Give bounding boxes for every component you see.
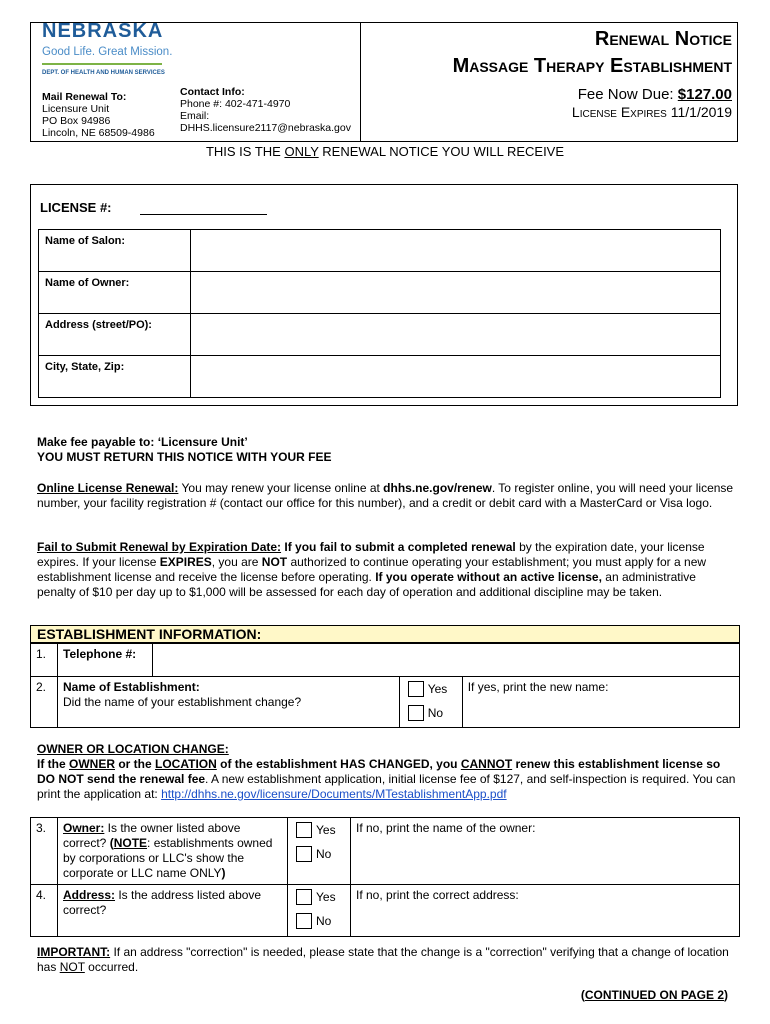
yes-no-options <box>288 885 351 937</box>
continued-text: CONTINUED ON PAGE 2 <box>584 988 724 1002</box>
owner-location-change-paragraph <box>37 742 737 802</box>
owner-correction-note: If no, print the name of the owner: <box>356 821 536 835</box>
new-name-note: If yes, print the new name: <box>467 680 609 694</box>
online-text: You may renew your license online at <box>178 481 384 495</box>
important-paragraph <box>37 945 737 975</box>
logo-dept: DEPT. OF HEALTH AND HUMAN SERVICES <box>42 70 165 76</box>
establishment-table <box>30 643 740 728</box>
row-number: 3. <box>31 818 58 885</box>
owner-note-open: ( <box>109 836 114 850</box>
no-label: No <box>427 705 444 720</box>
no-checkbox[interactable] <box>296 913 312 929</box>
online-heading: Online License Renewal: <box>37 481 179 495</box>
fail-to-submit-paragraph <box>37 540 737 600</box>
table-row <box>31 818 740 885</box>
continued-note <box>581 988 728 1002</box>
fee-amount: $127.00 <box>677 86 732 103</box>
fail-text: an administrative penalty of $10 per day up to $1,000 will be assessed for each day of operation and additional discipline may be taken. <box>37 570 696 599</box>
yes-checkbox[interactable] <box>408 681 424 697</box>
table-row <box>39 314 721 356</box>
contact-block <box>180 86 351 134</box>
owner-change-part: LOCATION <box>155 757 217 771</box>
payable-line: Make fee payable to: ‘Licensure Unit’ <box>37 435 248 449</box>
continued-open: ( <box>580 988 585 1002</box>
application-link[interactable]: http://dhhs.ne.gov/licensure/Documents/MTestablishmentApp.pdf <box>161 787 507 801</box>
fail-text: , you are <box>211 555 262 569</box>
owner-head: Owner: <box>63 821 105 835</box>
owner-text: Is the owner listed above correct? <box>63 821 241 850</box>
only-notice-post: RENEWAL NOTICE YOU WILL RECEIVE <box>318 144 565 159</box>
owner-change-part: CANNOT <box>460 757 513 771</box>
only-notice-pre: THIS IS THE <box>205 144 285 159</box>
table-row <box>39 356 721 398</box>
no-option[interactable] <box>296 842 350 866</box>
row-number: 4. <box>31 885 58 937</box>
owner-change-part: If the <box>37 757 69 771</box>
expires-date: 11/1/2019 <box>670 104 732 120</box>
address-text: Is the address listed above correct? <box>63 888 262 917</box>
yes-option[interactable] <box>408 677 462 701</box>
continued-close: ) <box>724 988 728 1002</box>
address-correction-field[interactable] <box>351 885 740 937</box>
logo-name: NEBRASKA <box>42 20 164 42</box>
no-checkbox[interactable] <box>296 846 312 862</box>
owner-change-heading: OWNER OR LOCATION CHANGE: <box>37 742 229 756</box>
table-row <box>39 272 721 314</box>
owner-note: NOTE <box>113 836 148 850</box>
logo-divider <box>42 63 162 65</box>
yes-no-options <box>399 677 462 728</box>
address-head: Address: <box>63 888 116 902</box>
yes-no-options <box>288 818 351 885</box>
mail-line: PO Box 94986 <box>42 115 111 127</box>
mail-line: Licensure Unit <box>42 103 110 115</box>
no-label: No <box>316 846 332 861</box>
important-text: occurred. <box>84 960 139 974</box>
field-label: Address (street/PO): <box>39 314 191 356</box>
yes-option[interactable] <box>296 885 350 909</box>
field-label: City, State, Zip: <box>39 356 191 398</box>
table-row <box>39 230 721 272</box>
contact-email: DHHS.licensure2117@nebraska.gov <box>180 122 351 134</box>
address-field[interactable] <box>191 314 721 356</box>
title-establishment: Massage Therapy Establishment <box>452 55 732 77</box>
owner-change-text <box>37 757 737 802</box>
important-text: If an address "correction" is needed, please state that the change is a "correction" verifying that a change of location has <box>37 945 729 974</box>
yes-option[interactable] <box>296 818 350 842</box>
name-change-question <box>58 677 400 728</box>
yes-label: Yes <box>316 822 336 837</box>
owner-change-part: renew this establishment license so DO NOT send the renewal fee <box>37 757 721 786</box>
new-name-field[interactable] <box>462 677 739 728</box>
telephone-label: Telephone #: <box>58 644 153 677</box>
online-text: . To register online, you will need your license number, your facility registration # (contact our office for this number), and a credit or debit card with a MasterCard or Visa logo. <box>37 481 734 510</box>
no-label: No <box>316 913 332 928</box>
row-number: 2. <box>31 677 58 728</box>
telephone-field[interactable] <box>153 644 740 677</box>
mail-line: Lincoln, NE 68509-4986 <box>42 127 155 139</box>
contact-phone: Phone #: 402-471-4970 <box>180 98 291 110</box>
fail-text: If you operate without an active license, <box>375 570 602 584</box>
field-label: Name of Owner: <box>39 272 191 314</box>
no-option[interactable] <box>408 701 462 725</box>
license-number-line[interactable] <box>140 214 267 215</box>
owner-address-table <box>30 817 740 937</box>
owner-name-field[interactable] <box>191 272 721 314</box>
owner-change-part: or the <box>115 757 156 771</box>
address-question <box>58 885 288 937</box>
yes-checkbox[interactable] <box>296 822 312 838</box>
establishment-name-label: Name of Establishment: <box>63 680 200 694</box>
table-row <box>31 677 740 728</box>
payable-line: YOU MUST RETURN THIS NOTICE WITH YOUR FEE <box>37 450 332 464</box>
address-correction-note: If no, print the correct address: <box>356 888 519 902</box>
fail-text: If you fail to submit a completed renewal <box>281 540 516 554</box>
mail-heading: Mail Renewal To: <box>42 91 127 103</box>
table-row <box>31 885 740 937</box>
important-not: NOT <box>59 960 85 974</box>
owner-text: : establishments owned by corporations or LLC's show the corporate or LLC name ONLY <box>63 836 273 880</box>
fail-text: authorized to continue operating your establishment; you must apply for a new establishment license and receive the license before operating. <box>37 555 707 584</box>
header-divider <box>360 22 361 142</box>
fail-text: EXPIRES <box>159 555 212 569</box>
fee-due <box>578 86 732 103</box>
no-checkbox[interactable] <box>408 705 424 721</box>
online-url[interactable]: dhhs.ne.gov/renew <box>383 481 492 495</box>
mail-renewal-block <box>42 91 155 139</box>
expires-label: License Expires <box>571 104 667 120</box>
fee-label: Fee Now Due: <box>577 86 674 103</box>
salon-name-field[interactable] <box>191 230 721 272</box>
logo-tagline: Good Life. Great Mission. <box>42 46 173 58</box>
owner-name-correction-field[interactable] <box>351 818 740 885</box>
license-number-label: LICENSE #: <box>40 200 112 215</box>
row-number: 1. <box>31 644 58 677</box>
license-fields-table <box>38 229 721 398</box>
title-renewal-notice: Renewal Notice <box>594 28 732 50</box>
field-label: Name of Salon: <box>39 230 191 272</box>
owner-note-close: ) <box>221 866 226 880</box>
owner-change-part: of the establishment HAS CHANGED, you <box>216 757 461 771</box>
only-notice <box>0 144 770 159</box>
fail-heading: Fail to Submit Renewal by Expiration Date: <box>37 540 282 554</box>
payable-block <box>37 435 737 465</box>
yes-label: Yes <box>427 681 448 696</box>
yes-label: Yes <box>316 889 336 904</box>
important-head: IMPORTANT: <box>37 945 111 959</box>
yes-checkbox[interactable] <box>296 889 312 905</box>
fail-text: NOT <box>261 555 288 569</box>
owner-question <box>58 818 288 885</box>
establishment-heading: ESTABLISHMENT INFORMATION: <box>30 625 740 643</box>
table-row <box>31 644 740 677</box>
license-expires <box>572 104 732 120</box>
establishment-name-text: Did the name of your establishment change? <box>63 695 302 709</box>
contact-heading: Contact Info: <box>180 86 245 98</box>
fail-text: by the expiration date, your license expires. If your license <box>37 540 705 569</box>
owner-change-part: . A new establishment application, initial license fee of $127, and self-inspection is required. You can print the application at: <box>37 772 736 801</box>
no-option[interactable] <box>296 909 350 933</box>
city-state-zip-field[interactable] <box>191 356 721 398</box>
only-notice-emph: ONLY <box>284 144 319 159</box>
contact-email-label: Email: <box>180 110 210 122</box>
online-renewal-paragraph <box>37 481 737 511</box>
owner-change-part: OWNER <box>69 757 115 771</box>
